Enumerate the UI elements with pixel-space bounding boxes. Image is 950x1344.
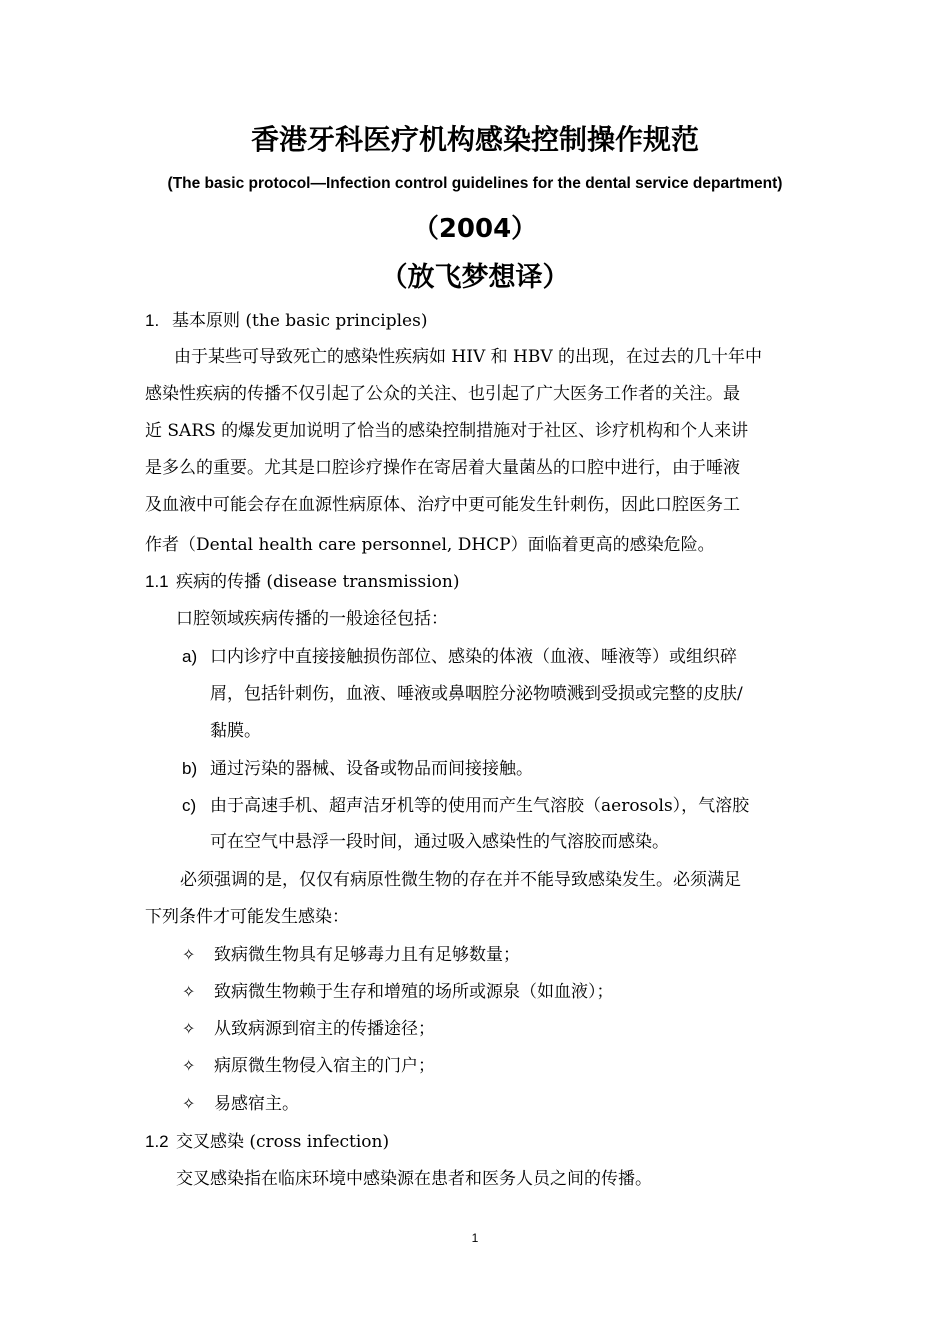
section-1-paragraph-line: 近 SARS 的爆发更加说明了恰当的感染控制措施对于社区、诊疗机构和个人来讲 xyxy=(145,421,749,441)
bullet-item: 病原微生物侵入宿主的门户； xyxy=(214,1056,435,1076)
document-year: （2004） xyxy=(412,214,538,244)
section-1-paragraph-line: 感染性疾病的传播不仅引起了公众的关注、也引起了广大医务工作者的关注。最 xyxy=(145,384,740,404)
list-item-line: 通过污染的器械、设备或物品而间接接触。 xyxy=(210,759,533,779)
diamond-bullet-icon: ✧ xyxy=(182,945,196,964)
section-1-paragraph-line: 是多么的重要。尤其是口腔诊疗操作在寄居着大量菌丛的口腔中进行，由于唾液 xyxy=(145,458,740,478)
bullet-item: 从致病源到宿主的传播途径； xyxy=(214,1019,435,1039)
diamond-bullet-icon: ✧ xyxy=(182,1094,196,1113)
section-1-number: 1. xyxy=(145,311,160,330)
section-1-2-paragraph: 交叉感染指在临床环境中感染源在患者和医务人员之间的传播。 xyxy=(176,1169,652,1189)
bullet-item: 致病微生物具有足够毒力且有足够数量； xyxy=(214,945,520,965)
list-item-line: 口内诊疗中直接接触损伤部位、感染的体液（血液、唾液等）或组织碎 xyxy=(210,647,737,667)
conditions-line: 必须强调的是，仅仅有病原性微生物的存在并不能导致感染发生。必须满足 xyxy=(180,870,741,890)
conditions-line: 下列条件才可能发生感染： xyxy=(145,907,349,927)
section-1-heading: 基本原则 (the basic principles) xyxy=(172,311,428,331)
document-subtitle: (The basic protocol—Infection control guidelines for the dental service department) xyxy=(167,175,783,192)
list-item-label: a) xyxy=(182,647,198,666)
document-title: 香港牙科医疗机构感染控制操作规范 xyxy=(250,123,699,156)
section-1-1-number: 1.1 xyxy=(145,572,169,591)
section-1-1-heading: 疾病的传播 (disease transmission) xyxy=(176,572,460,592)
bullet-item: 致病微生物赖于生存和增殖的场所或源泉（如血液）； xyxy=(214,982,614,1002)
list-item-label: b) xyxy=(182,759,198,778)
diamond-bullet-icon: ✧ xyxy=(182,1019,196,1038)
section-1-1-intro: 口腔领域疾病传播的一般途径包括： xyxy=(176,609,448,629)
section-1-paragraph-line: 作者（Dental health care personnel, DHCP）面临着更高的感染危险。 xyxy=(145,535,715,555)
document-translator: （放飞梦想译） xyxy=(380,262,570,293)
section-1-paragraph-line: 及血液中可能会存在血源性病原体、治疗中更可能发生针刺伤，因此口腔医务工 xyxy=(145,495,740,515)
section-1-2-heading: 交叉感染 (cross infection) xyxy=(176,1132,390,1152)
diamond-bullet-icon: ✧ xyxy=(182,1056,196,1075)
list-item-line: 屑，包括针刺伤，血液、唾液或鼻咽腔分泌物喷溅到受损或完整的皮肤/ xyxy=(210,684,743,704)
page-number: 1 xyxy=(471,1231,479,1245)
list-item-line: 可在空气中悬浮一段时间，通过吸入感染性的气溶胶而感染。 xyxy=(210,832,669,852)
diamond-bullet-icon: ✧ xyxy=(182,982,196,1001)
list-item-line: 由于高速手机、超声洁牙机等的使用而产生气溶胶（aerosols），气溶胶 xyxy=(210,796,750,816)
section-1-paragraph-line: 由于某些可导致死亡的感染性疾病如 HIV 和 HBV 的出现，在过去的几十年中 xyxy=(174,347,763,367)
section-1-2-number: 1.2 xyxy=(145,1132,169,1151)
list-item-label: c) xyxy=(182,796,197,815)
bullet-item: 易感宿主。 xyxy=(214,1094,299,1114)
list-item-line: 黏膜。 xyxy=(210,721,261,741)
